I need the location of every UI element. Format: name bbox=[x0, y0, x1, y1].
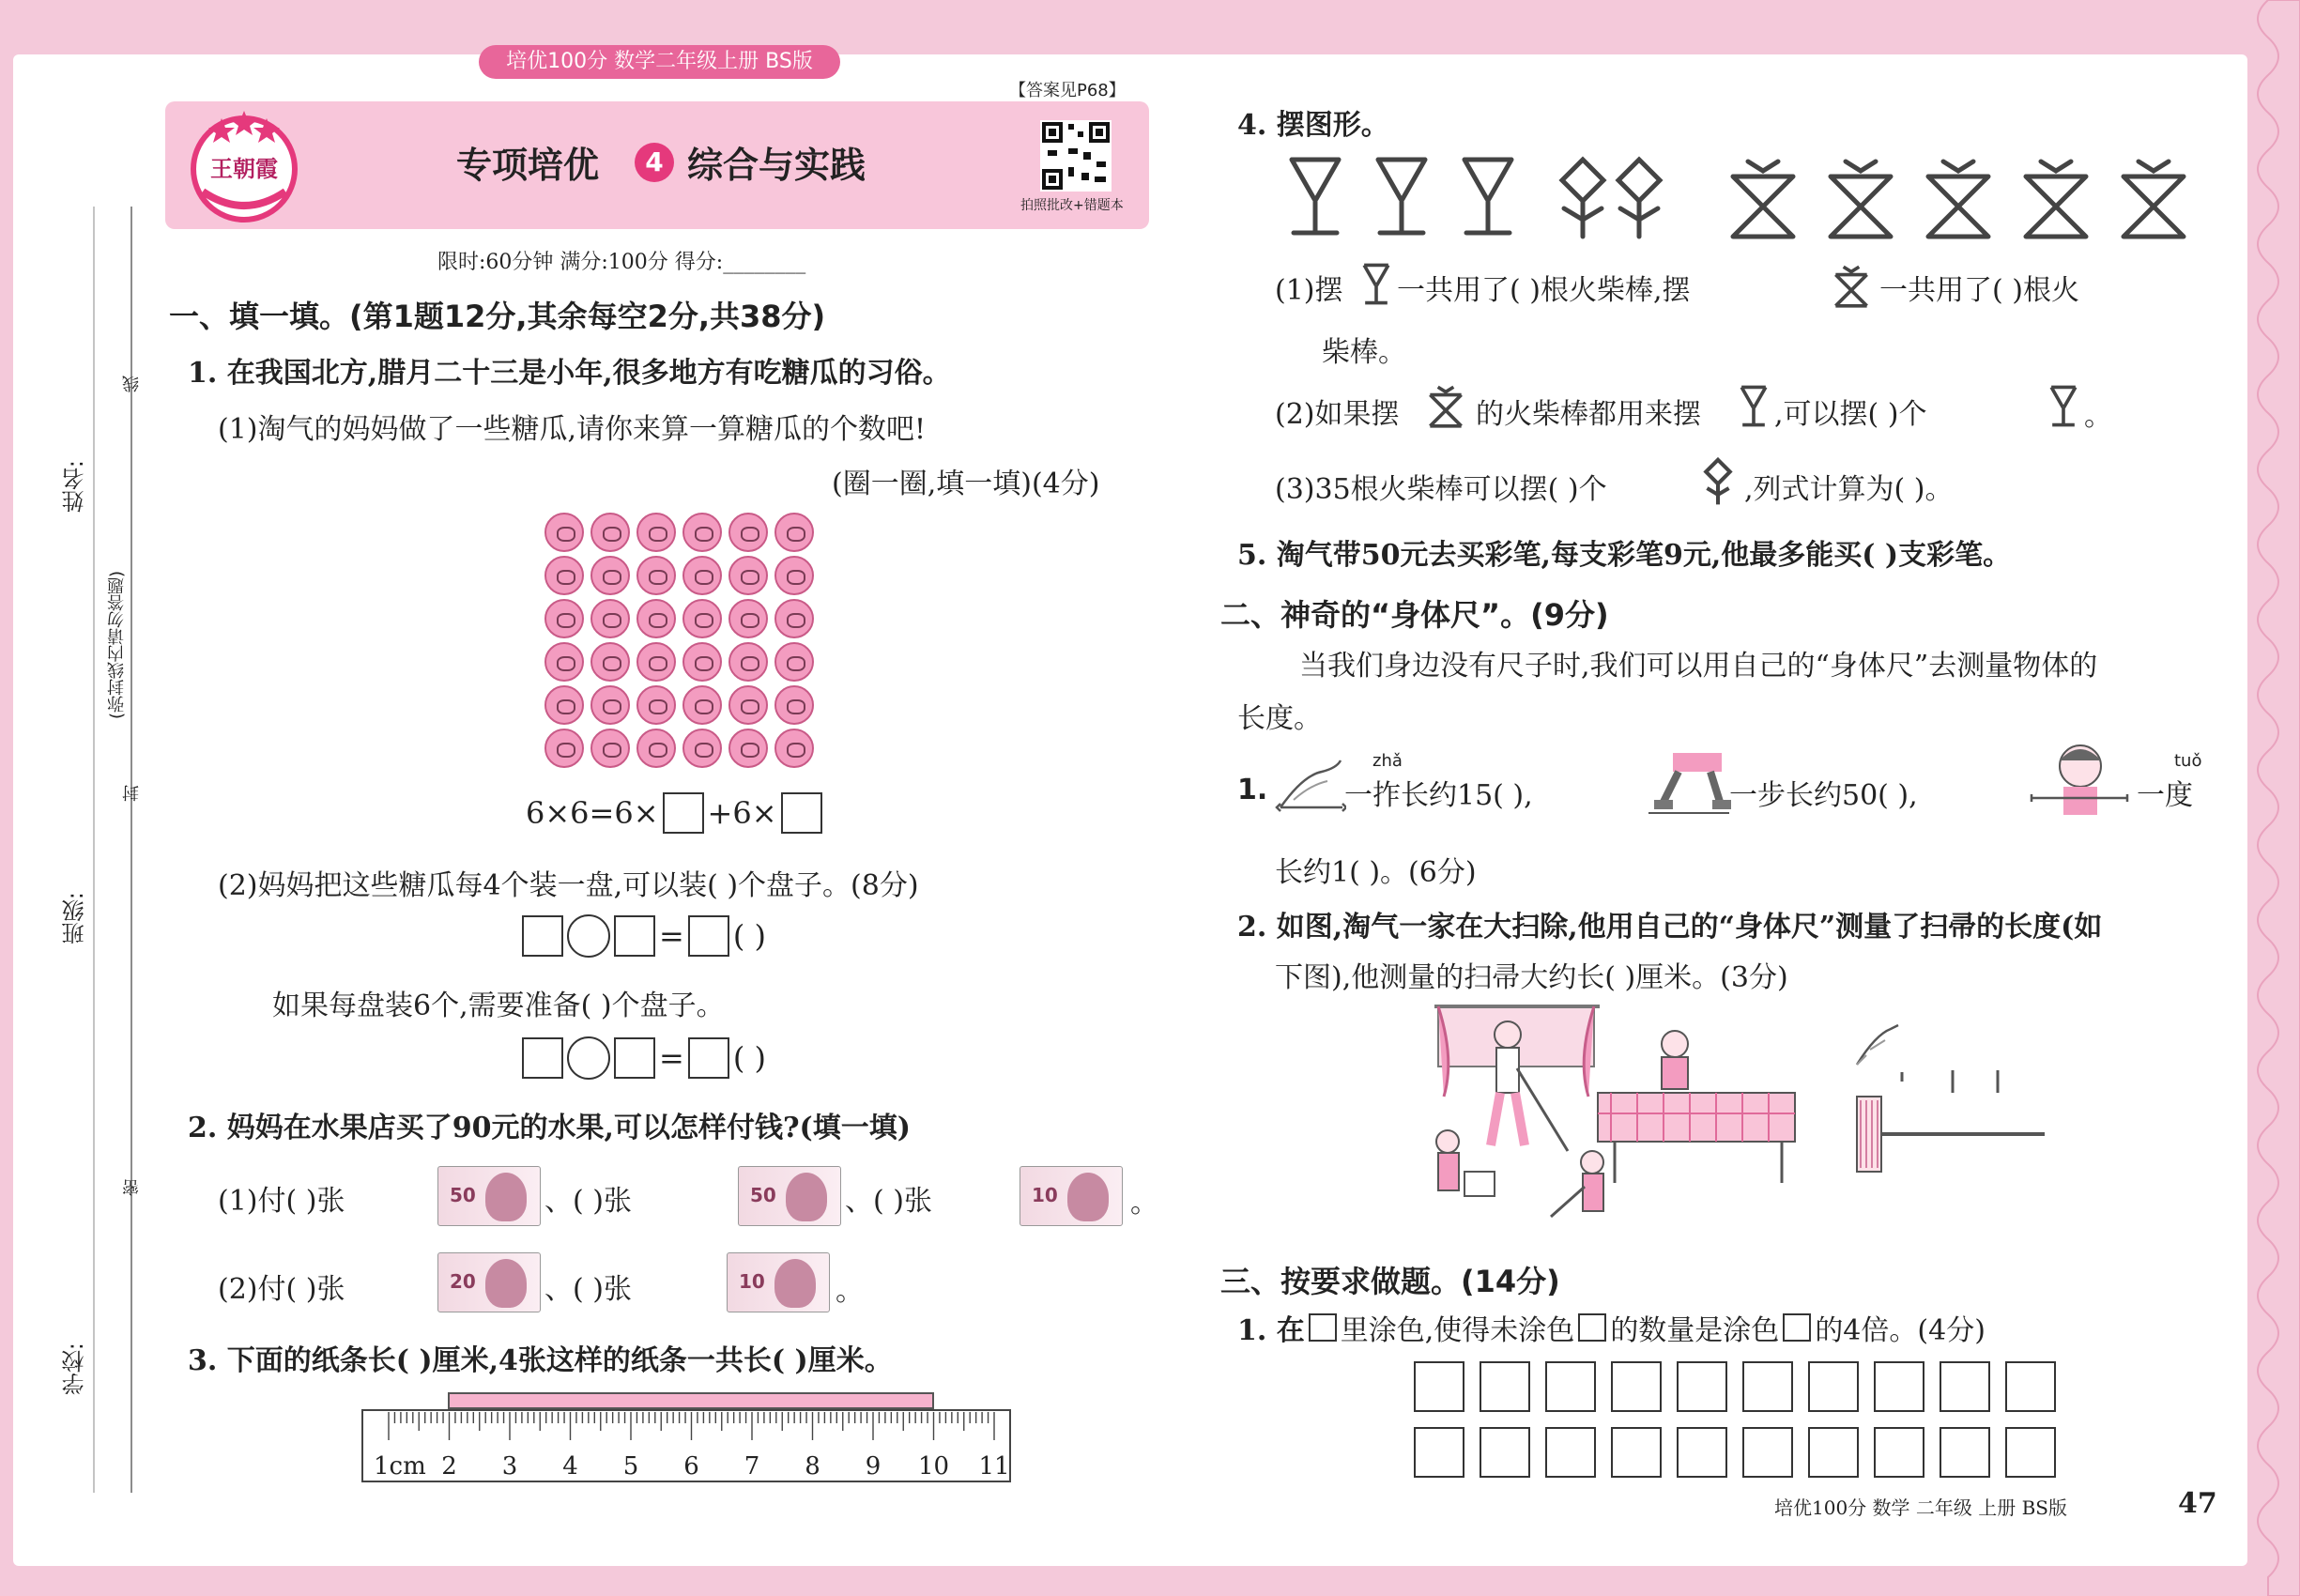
exam-meta: 限时:60分钟 满分:100分 得分:________ bbox=[437, 251, 806, 274]
section-2-intro-1: 当我们身边没有尺子时,我们可以用自己的“身体尺”去测量物体的 bbox=[1299, 650, 2098, 683]
q4-3-b: ,列式计算为( )。 bbox=[1744, 473, 1954, 506]
square-icon bbox=[1578, 1313, 1606, 1342]
candy[interactable] bbox=[636, 729, 676, 768]
q4-2-b: 的火柴棒都用来摆 bbox=[1476, 398, 1701, 431]
school-label: 学校: bbox=[62, 1343, 88, 1396]
candy[interactable] bbox=[728, 685, 768, 725]
s2-q1-number: 1. bbox=[1237, 774, 1268, 806]
answer-box[interactable] bbox=[522, 1037, 563, 1079]
equals-sign: = bbox=[659, 918, 684, 954]
candy[interactable] bbox=[774, 729, 814, 768]
candy[interactable] bbox=[544, 513, 584, 552]
candy[interactable] bbox=[590, 642, 630, 682]
q4-1-c: 一共用了( )根火 bbox=[1879, 274, 2079, 307]
candy[interactable] bbox=[590, 513, 630, 552]
paper-strip bbox=[449, 1393, 933, 1408]
unit-paren: ( ) bbox=[732, 1040, 766, 1076]
candy[interactable] bbox=[544, 685, 584, 725]
ruler-label: 8 bbox=[805, 1452, 820, 1481]
walking-step-icon bbox=[1645, 751, 1731, 817]
coloring-square[interactable] bbox=[1414, 1361, 1464, 1412]
answer-box[interactable] bbox=[688, 915, 729, 957]
question-1-2: (2)妈妈把这些糖瓜每4个装一盘,可以装( )个盘子。(8分) bbox=[218, 869, 919, 902]
s3-q1-b: 里涂色,使得未涂色 bbox=[1340, 1314, 1575, 1347]
equation-1 bbox=[526, 792, 822, 834]
coloring-square[interactable] bbox=[1742, 1361, 1793, 1412]
s2-q1-a: 一拃长约15( ), bbox=[1344, 779, 1533, 812]
q2-1-part-c: 、( )张 bbox=[845, 1185, 932, 1218]
answer-box[interactable] bbox=[688, 1037, 729, 1079]
candy[interactable] bbox=[682, 599, 722, 638]
coloring-square[interactable] bbox=[1808, 1427, 1859, 1478]
coloring-square[interactable] bbox=[1611, 1427, 1662, 1478]
section-title-left: 专项培优 bbox=[456, 145, 600, 186]
q2-1-part-b: 、( )张 bbox=[544, 1185, 632, 1218]
arm-span-child-icon bbox=[2028, 742, 2131, 828]
candy[interactable] bbox=[682, 513, 722, 552]
section-1-heading: 一、填一填。(第1题12分,其余每空2分,共38分) bbox=[169, 299, 826, 334]
cup-figure-icon bbox=[1737, 381, 1771, 432]
coloring-square[interactable] bbox=[1940, 1361, 1990, 1412]
hand-span-icon bbox=[1275, 757, 1346, 817]
candy[interactable] bbox=[682, 685, 722, 725]
candy[interactable] bbox=[636, 513, 676, 552]
coloring-square[interactable] bbox=[1480, 1427, 1530, 1478]
flower-figure bbox=[1562, 160, 1603, 237]
publisher-logo bbox=[184, 105, 304, 225]
answer-box[interactable] bbox=[781, 792, 822, 834]
candy[interactable] bbox=[728, 599, 768, 638]
candy[interactable] bbox=[590, 599, 630, 638]
ruler-label: 4 bbox=[562, 1452, 578, 1481]
ruler-label: 3 bbox=[501, 1452, 518, 1481]
candy[interactable] bbox=[728, 642, 768, 682]
s2-q1-d: 长约1( )。(6分) bbox=[1275, 856, 1477, 889]
candy[interactable] bbox=[774, 685, 814, 725]
banknote-20: 20 bbox=[437, 1252, 541, 1312]
envelope-figure bbox=[1733, 161, 1793, 237]
candy[interactable] bbox=[774, 642, 814, 682]
qr-code-icon[interactable] bbox=[1040, 120, 1112, 192]
s2-question-2-line2: 下图),他测量的扫帚大约长( )厘米。(3分) bbox=[1275, 961, 1788, 994]
envelope-figure bbox=[1831, 161, 1891, 237]
candy[interactable] bbox=[682, 642, 722, 682]
cup-figure-icon bbox=[1359, 259, 1393, 310]
ruler-label: 2 bbox=[441, 1452, 457, 1481]
equation-3 bbox=[522, 1036, 766, 1080]
q2-1-end: 。 bbox=[1130, 1187, 1158, 1220]
pinyin-zha: zhǎ bbox=[1372, 751, 1403, 771]
candy-grid bbox=[544, 513, 816, 768]
cup-figure bbox=[1292, 160, 1339, 233]
question-2: 2. 妈妈在水果店买了90元的水果,可以怎样付钱?(填一填) bbox=[188, 1112, 911, 1144]
q2-1-part-a: (1)付( )张 bbox=[218, 1185, 345, 1218]
coloring-square[interactable] bbox=[1874, 1361, 1924, 1412]
operator-circle[interactable] bbox=[567, 914, 610, 958]
s3-q1-a: 1. 在 bbox=[1237, 1314, 1305, 1347]
coloring-square[interactable] bbox=[1808, 1361, 1859, 1412]
seal-dense-label: 密 bbox=[122, 1179, 142, 1196]
coloring-square[interactable] bbox=[1480, 1361, 1530, 1412]
binding-strip bbox=[86, 207, 161, 1512]
answer-box[interactable] bbox=[663, 792, 704, 834]
pinyin-tuo: tuǒ bbox=[2174, 751, 2202, 771]
coloring-square[interactable] bbox=[1545, 1427, 1596, 1478]
envelope-figure-icon bbox=[1827, 261, 1876, 310]
square-icon bbox=[1783, 1313, 1811, 1342]
s3-q1-d: 的4倍。(4分) bbox=[1815, 1314, 1986, 1347]
footer-text: 培优100分 数学 二年级 上册 BS版 bbox=[1774, 1496, 2068, 1519]
banknote-50: 50 bbox=[738, 1166, 841, 1226]
coloring-square[interactable] bbox=[1611, 1361, 1662, 1412]
q2-2-part-b: 、( )张 bbox=[544, 1273, 632, 1306]
section-title-right: 综合与实践 bbox=[687, 145, 866, 186]
section-number: 4 bbox=[635, 143, 674, 182]
broom-measure-illustration bbox=[1848, 1021, 2054, 1179]
candy[interactable] bbox=[636, 642, 676, 682]
svg-text:王朝霞: 王朝霞 bbox=[210, 156, 278, 182]
question-1-1: (1)淘气的妈妈做了一些糖瓜,请你来算一算糖瓜的个数吧! bbox=[218, 413, 927, 446]
candy[interactable] bbox=[728, 513, 768, 552]
section-3-heading: 三、按要求做题。(14分) bbox=[1220, 1264, 1560, 1299]
candy[interactable] bbox=[774, 556, 814, 595]
ruler-label: 9 bbox=[865, 1452, 882, 1481]
envelope-figure-icon bbox=[1421, 381, 1470, 430]
s2-question-2-line1: 2. 如图,淘气一家在大扫除,他用自己的“身体尺”测量了扫帚的长度(如 bbox=[1237, 911, 2103, 944]
q4-1-a: (1)摆 bbox=[1275, 274, 1343, 307]
answer-box[interactable] bbox=[522, 915, 563, 957]
equation-1-left: 6×6=6× bbox=[526, 795, 659, 831]
coloring-square[interactable] bbox=[1742, 1427, 1793, 1478]
matchstick-figures bbox=[1282, 150, 2202, 244]
banknote-10: 10 bbox=[727, 1252, 830, 1312]
candy[interactable] bbox=[682, 729, 722, 768]
ruler-label: 6 bbox=[683, 1452, 699, 1481]
book-title-bar: 培优100分 数学二年级上册 BS版 bbox=[479, 45, 840, 79]
flower-figure bbox=[1618, 160, 1660, 237]
q2-2-end: 。 bbox=[836, 1275, 864, 1308]
q4-1-b: 一共用了( )根火柴棒,摆 bbox=[1397, 274, 1691, 307]
square-icon bbox=[1309, 1313, 1337, 1342]
candy[interactable] bbox=[682, 556, 722, 595]
candy[interactable] bbox=[544, 642, 584, 682]
coloring-square[interactable] bbox=[1677, 1427, 1727, 1478]
ruler-label: 5 bbox=[622, 1452, 639, 1481]
ruler-label: 11 bbox=[978, 1452, 1010, 1481]
envelope-figure bbox=[2026, 161, 2086, 237]
s2-q1-c: 一度 bbox=[2137, 779, 2193, 812]
candy[interactable] bbox=[544, 729, 584, 768]
ruler bbox=[360, 1388, 1014, 1485]
candy[interactable] bbox=[774, 599, 814, 638]
ruler-label: 1cm bbox=[374, 1452, 426, 1481]
envelope-figure bbox=[1928, 161, 1988, 237]
coloring-square[interactable] bbox=[2005, 1427, 2056, 1478]
equals-sign: = bbox=[659, 1040, 684, 1076]
ruler-label: 7 bbox=[744, 1452, 760, 1481]
candy[interactable] bbox=[636, 685, 676, 725]
candy[interactable] bbox=[544, 599, 584, 638]
question-1: 1. 在我国北方,腊月二十三是小年,很多地方有吃糖瓜的习俗。 bbox=[188, 357, 951, 390]
question-4: 4. 摆图形。 bbox=[1237, 109, 1389, 142]
candy[interactable] bbox=[590, 556, 630, 595]
q2-2-part-a: (2)付( )张 bbox=[218, 1273, 345, 1306]
answer-box[interactable] bbox=[614, 1037, 655, 1079]
coloring-square[interactable] bbox=[1874, 1427, 1924, 1478]
equation-2 bbox=[522, 914, 766, 958]
candy[interactable] bbox=[636, 556, 676, 595]
q4-2-c: ,可以摆( )个 bbox=[1774, 398, 1927, 431]
flower-figure-icon bbox=[1697, 454, 1739, 509]
class-label: 班级: bbox=[62, 892, 88, 945]
answer-reference: 【答案见P68】 bbox=[1009, 81, 1126, 100]
section-title bbox=[456, 136, 866, 188]
coloring-grid bbox=[1414, 1361, 2056, 1478]
envelope-figure bbox=[2124, 161, 2184, 237]
cup-figure-icon bbox=[2047, 381, 2080, 432]
q4-1-d: 柴棒。 bbox=[1322, 336, 1406, 369]
name-label: 姓名: bbox=[62, 460, 88, 514]
coloring-square[interactable] bbox=[1940, 1427, 1990, 1478]
operator-circle[interactable] bbox=[567, 1036, 610, 1080]
banknote-50: 50 bbox=[437, 1166, 541, 1226]
coloring-square[interactable] bbox=[2005, 1361, 2056, 1412]
question-5: 5. 淘气带50元去买彩笔,每支彩笔9元,他最多能买( )支彩笔。 bbox=[1237, 539, 2012, 572]
candy[interactable] bbox=[636, 599, 676, 638]
coloring-square[interactable] bbox=[1414, 1427, 1464, 1478]
candy[interactable] bbox=[590, 729, 630, 768]
seal-mid-label: 封 bbox=[122, 785, 142, 802]
ruler-label: 10 bbox=[917, 1452, 950, 1481]
s3-question-1 bbox=[1237, 1307, 1986, 1348]
seal-note: (弥封线内请勿答题) bbox=[107, 571, 127, 720]
wavy-border bbox=[2234, 0, 2300, 1596]
candy[interactable] bbox=[590, 685, 630, 725]
s2-q1-b: 一步长约50( ), bbox=[1729, 779, 1918, 812]
unit-paren: ( ) bbox=[732, 918, 766, 954]
cup-figure bbox=[1464, 160, 1511, 233]
seal-line-label: 线 bbox=[122, 376, 142, 392]
banknote-10: 10 bbox=[1020, 1166, 1123, 1226]
candy[interactable] bbox=[728, 729, 768, 768]
cup-figure bbox=[1378, 160, 1425, 233]
candy[interactable] bbox=[728, 556, 768, 595]
candy[interactable] bbox=[544, 556, 584, 595]
section-2-intro-2: 长度。 bbox=[1237, 702, 1322, 735]
q4-2-d: 。 bbox=[2084, 400, 2112, 433]
answer-box[interactable] bbox=[614, 915, 655, 957]
qr-caption: 拍照批改+错题本 bbox=[1020, 198, 1124, 213]
page-number: 47 bbox=[2178, 1487, 2217, 1520]
question-3: 3. 下面的纸条长( )厘米,4张这样的纸条一共长( )厘米。 bbox=[188, 1344, 893, 1377]
s3-q1-c: 的数量是涂色 bbox=[1610, 1314, 1780, 1347]
q4-3-a: (3)35根火柴棒可以摆( )个 bbox=[1275, 473, 1607, 506]
question-1-3: 如果每盘装6个,需要准备( )个盘子。 bbox=[272, 990, 725, 1022]
q4-2-a: (2)如果摆 bbox=[1275, 398, 1400, 431]
coloring-square[interactable] bbox=[1677, 1361, 1727, 1412]
equation-1-mid: +6× bbox=[707, 795, 777, 831]
candy[interactable] bbox=[774, 513, 814, 552]
family-cleaning-illustration bbox=[1427, 1003, 1821, 1228]
question-1-1-hint: (圈一圈,填一填)(4分) bbox=[832, 468, 1100, 500]
section-2-heading: 二、神奇的“身体尺”。(9分) bbox=[1220, 597, 1609, 633]
coloring-square[interactable] bbox=[1545, 1361, 1596, 1412]
